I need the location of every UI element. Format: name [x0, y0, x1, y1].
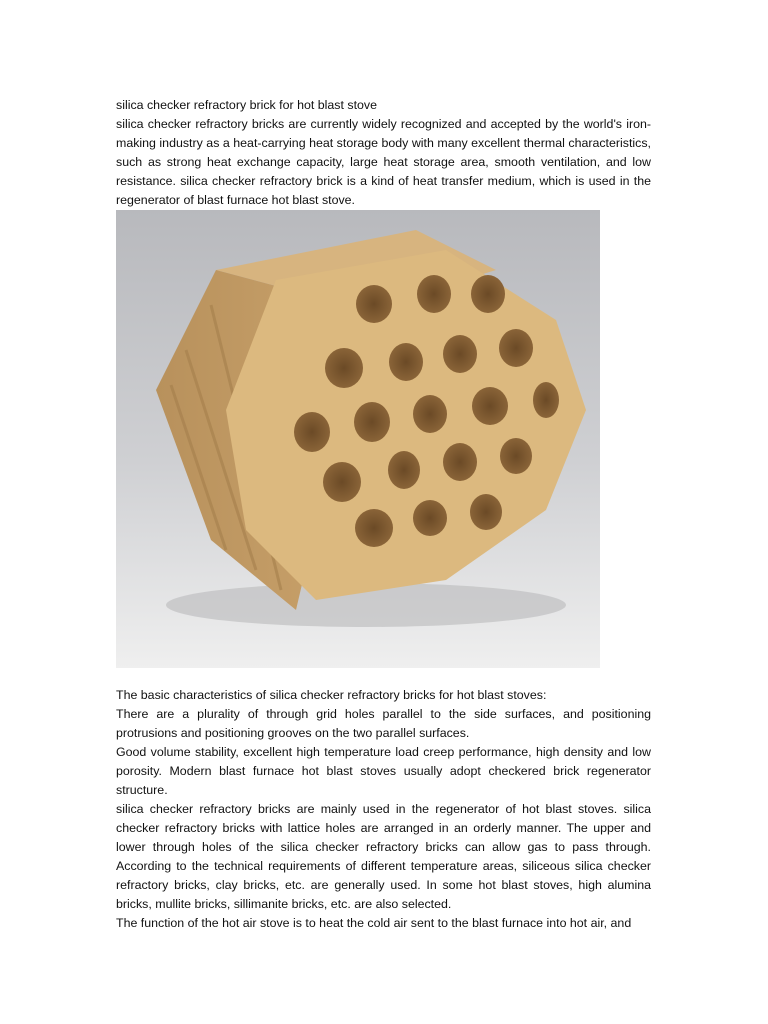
paragraph: Good volume stability, excellent high temperature load creep performance, high density and low porosity. Modern blast furnace hot blast stoves usually adopt checkered brick regenerator structure. [116, 745, 651, 797]
intro-paragraph: silica checker refractory bricks are currently widely recognized and accepted by the world's iron-making industry as a heat-carrying heat storage body with many excellent thermal characteristics, such as strong heat exchange capacity, large heat storage area, smooth ventilation, and low resistance. silica checker refractory brick is a kind of heat transfer medium, which is used in the regenerator of blast furnace hot blast stove. [116, 117, 651, 207]
document-title: silica checker refractory brick for hot blast stove [116, 98, 377, 112]
document-page [116, 96, 651, 933]
section-heading: The basic characteristics of silica checker refractory bricks for hot blast stoves: [116, 688, 547, 702]
paragraph: There are a plurality of through grid holes parallel to the side surfaces, and positioning protrusions and positioning grooves on the two parallel surfaces. [116, 707, 651, 740]
hexagonal-brick-icon [116, 210, 600, 668]
paragraph: The function of the hot air stove is to heat the cold air sent to the blast furnace into hot air, and [116, 916, 632, 930]
paragraph: silica checker refractory bricks are mainly used in the regenerator of hot blast stoves. silica checker refractory bricks with lattice holes are arranged in an orderly manner. The upper and lower through holes of the silica checker refractory bricks can allow gas to pass through. According to the technical requirements of different temperature areas, siliceous silica checker refractory bricks, clay bricks, etc. are generally used. In some hot blast stoves, high alumina bricks, mullite bricks, sillimanite bricks, etc. are also selected. [116, 802, 651, 911]
brick-photo [116, 210, 600, 668]
